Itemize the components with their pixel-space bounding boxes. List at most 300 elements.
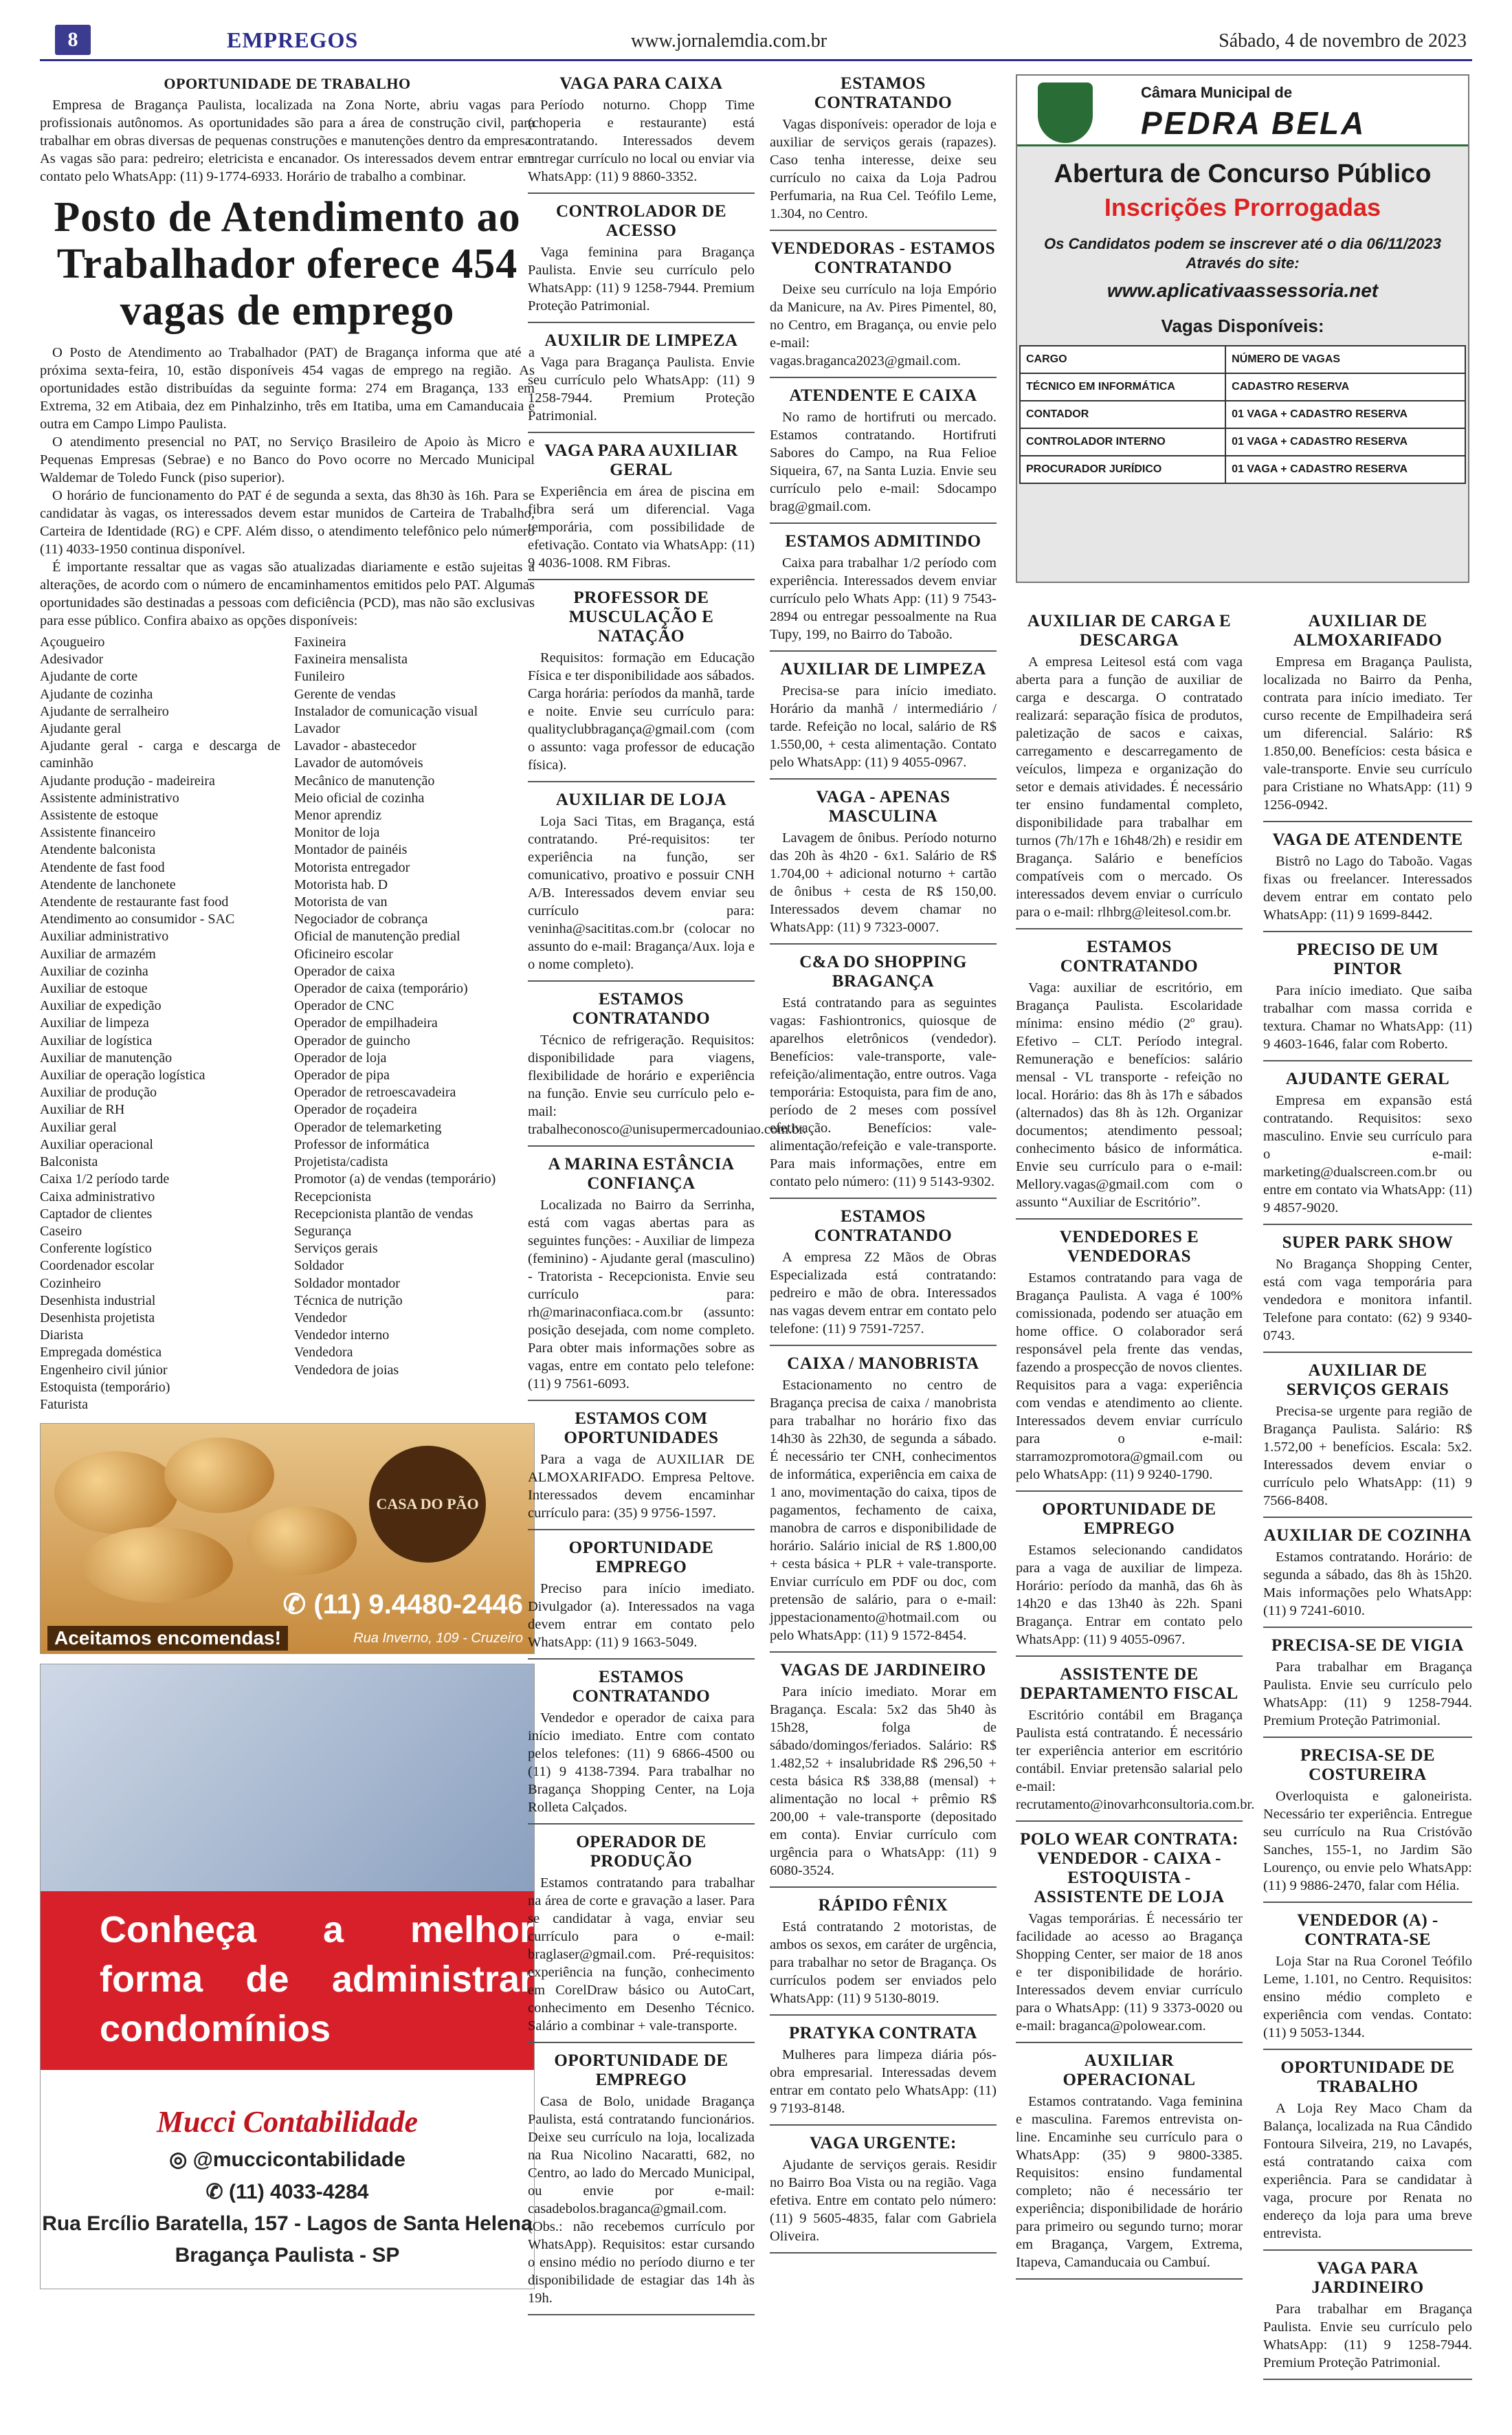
job-list-item: Instalador de comunicação visual [294,703,478,719]
bakery-ad[interactable] [40,1423,535,1654]
bakery-phone [283,1589,523,1620]
ad-title: VENDEDORAS - ESTAMOS CONTRATANDO [770,239,996,277]
classified-ad [770,532,997,652]
classified-ad [528,74,755,194]
job-list-item: Auxiliar de estoque [40,981,148,997]
job-list-item: Conferente logístico [40,1241,152,1257]
mucci-city: Bragança Paulista - SP [175,2244,400,2267]
pedra-header-big: PEDRA BELA [1141,105,1366,141]
table-row [1020,373,1465,401]
divider [770,943,997,945]
mucci-social-handle: @muccicontabilidade [192,2148,405,2172]
bread-image [247,1506,357,1575]
job-list-item: Auxiliar administrativo [40,929,169,945]
column-4 [1016,74,1469,583]
ad-title: C&A DO SHOPPING BRAGANÇA [799,953,967,991]
job-list-item: Oficineiro escolar [294,946,393,962]
classified-ad [770,788,997,945]
job-list-item: Auxiliar de operação logística [40,1068,205,1083]
job-list-item: Soldador [294,1258,344,1274]
divider [528,1145,755,1147]
pedra-bela-ad[interactable] [1016,74,1469,583]
job-list-item: Operador de pipa [294,1068,390,1083]
classified-ad [528,1409,755,1530]
page-number: 8 [55,25,91,55]
ad-text: Vaga para Bragança Paulista. Envie seu currículo pelo WhatsApp: (11) 9 1258-7944. Premium Proteção Patrimonial. [528,355,755,423]
job-list-item: Operador de guincho [294,1033,410,1048]
ad-text: Estamos contratando para trabalhar na área de corte e gravação a laser. Para se candidatar à vaga, enviar seu currículo para o e-mail: braglaser@gmail.com. Pré-requisitos: experiência na função, conhecimento em CorelDraw básico ou AutoCart, conhecimento em Desenho Técnico. Salário a combinar + vale-transporte. [528,1875,755,2034]
job-list-item: Menor aprendiz [294,808,382,824]
job-list-item: Engenheiro civil júnior [40,1362,168,1378]
job-list-item: Auxiliar operacional [40,1136,153,1152]
divider [528,322,755,323]
table-cell: CONTADOR [1020,401,1225,428]
job-list-item: Auxiliar de logística [40,1033,153,1048]
ad-title: AUXILIAR DE ALMOXARIFADO [1293,612,1443,650]
ad-title: CAIXA / MANOBRISTA [787,1354,979,1373]
job-list-item: Ajudante geral [40,721,122,737]
ad-text: Para início imediato. Que saiba trabalhar com massa corrida e textura. Chamar no WhatsApp: (11) 9 4603-1646, falar com Roberto. [1263,983,1472,1052]
column-1 [40,74,535,2289]
job-list-item: Operador de retroescavadeira [294,1085,456,1101]
table-cell: 01 VAGA + CADASTRO RESERVA [1225,428,1465,456]
ad-text: Vagas temporárias. É necessário ter facilidade ao acesso ao Bragança Shopping Center, ser maior de 18 anos e ter disponibilidade de horário. Interessados devem enviar currículo para o WhatsApp: (11) 9 3373-0020 ou e-mail: braganca@polowear.com. [1016,1911,1243,2034]
mucci-name: Mucci Contabilidade [156,2105,419,2139]
job-list-item: Gerente de vendas [294,686,396,702]
classified-ad [1263,1526,1472,1628]
ad-title: PRATYKA CONTRATA [789,2024,977,2042]
classified-ad [1016,612,1243,929]
job-list-item: Funileiro [294,669,345,685]
ad-text: Para início imediato. Morar em Bragança. Escala: 5x2 das 5h40 às 15h28, folga de sábado/domingos/feriados. Salário: R$ 1.482,52 + insalubridade R$ 296,50 + cesta básica R$ 338,88 (mensal) + alimentação no local + prêmio R$ 200,00 + vale-transporte (depositado em conta). Enviar currículo com urgência para o WhatsApp: (11) 9 6080-3524. [770,1684,997,1878]
divider [1263,1902,1472,1903]
article-paragraph: É importante ressaltar que as vagas são atualizadas diariamente e estão sujeitas a alterações, de acordo com o número de encaminhamentos emitidos pelo PAT. Algumas oportunidades são destinadas a pessoas com deficiência (PCD), mas não são exclusivas para esse público. Confira abaixo as opções disponíveis: [40,560,535,628]
ad-text: Ajudante de serviços gerais. Residir no Bairro Boa Vista ou na região. Vaga efetiva. Entre em contato pelo número: (11) 9 5605-4835, falar com Gabriela Oliveira. [770,2157,997,2244]
pedra-url[interactable]: www.aplicativaassessoria.net [1107,280,1379,301]
classified-ad [528,1155,755,1401]
divider [528,781,755,782]
column-3 [770,74,997,2262]
job-list-item: Meio oficial de cozinha [294,790,425,806]
ad-text: A Loja Rey Maco Cham da Balança, localizada na Rua Cândido Fontoura Silveira, 219, no Lavapés, está contratando caixa com experiência. Para se candidatar à vaga, procure por Renata no endereço da loja para uma breve entrevista. [1263,2101,1472,2241]
job-list-item: Caixa 1/2 período tarde [40,1171,170,1187]
job-list-item: Auxiliar de armazém [40,946,156,962]
table-cell: 01 VAGA + CADASTRO RESERVA [1225,401,1465,428]
job-list-item: Desenhista industrial [40,1292,156,1308]
classified-ad [528,791,755,982]
job-list-item: Segurança [294,1223,352,1239]
mucci-phone-number: (11) 4033-4284 [228,2181,369,2204]
divider [1263,1627,1472,1628]
ad-title: ATENDENTE E CAIXA [789,386,977,405]
classified-ad [1263,1233,1472,1353]
classified-ad [1016,1500,1243,1657]
job-list-item: Vendedora de joias [294,1362,399,1378]
column-4-ads [1016,612,1255,2288]
bakery-logo: CASA DO PÃO [369,1446,486,1563]
article-paragraph: O atendimento presencial no PAT, no Serviço Brasileiro de Apoio às Micro e Pequenas Empresas (Sebrae) e no Banco do Povo ocorre no Mercado Municipal Waldemar de Toledo Funck (piso superior). [40,434,535,485]
job-list-item: Operador de caixa [294,963,395,979]
divider [528,1529,755,1530]
job-list-item: Atendente de restaurante fast food [40,894,229,910]
job-list-item: Faxineira mensalista [294,652,408,668]
article-paragraph: O Posto de Atendimento ao Trabalhador (PAT) de Bragança informa que até a próxima sexta-feira, 10, estão disponíveis 454 vagas de emprego na região. As oportunidades estão distribuídas da seguinte forma: 274 em Bragança, 133 em Extrema, 32 em Atibaia, dez em Pinhalzinho, três em Itatiba, uma em Camanducaia e outra em Campo Limpo Paulista. [40,345,535,432]
ad-text: Localizada no Bairro da Serrinha, está com vagas abertas para as seguintes funções: - Auxiliar de limpeza (feminino) - Ajudante geral (masculino) - Tratorista - Recepcionista. Envie seu currículo para: rh@marinaconfiaca.com.br (assunto: posição desejada, com nome completo. Para obter mais informações sobre as vagas, entre em contato pelo telefone: (11) 9 7561-6093. [528,1198,755,1391]
article-paragraph: O horário de funcionamento do PAT é de segunda a sexta, das 8h30 às 16h. Para se candidatar às vagas, os interessados devem estar munidos de Carteira de Trabalho, Carteira de Identidade (RG) e CPF. Além disso, o atendimento telefônico pelo número (11) 4033-1950 continua disponível. [40,488,535,557]
bakery-slogan: Aceitamos encomendas! [47,1626,288,1651]
job-list-item: Auxiliar de produção [40,1085,157,1101]
classified-ad [1263,830,1472,932]
classified-ad [1263,1070,1472,1225]
mucci-brand [41,2077,534,2267]
table-cell: CONTROLADOR INTERNO [1020,428,1225,456]
ad-text: Estacionamento no centro de Bragança precisa de caixa / manobrista para trabalhar no horário fixo das 14h30 às 22h30, de segunda a sábado. É necessário ter CNH, conhecimentos de informática, experiência em caixa de 1 ano, movimentação do caixa, tipos de pagamentos, fechamento de caixa, manobra de carros e disponibilidade de horário. Salário inicial de R$ 1.800,00 + cesta básica + PLR + vale-transporte. Enviar currículo em PDF ou doc, com pretensão de salário, para o e-mail: jppestacionamento@hotmail.com ou pelo WhatsApp: (11) 9 1572-8454. [770,1378,997,1643]
classified-ad [1263,1746,1472,1903]
job-list-item: Açougueiro [40,635,105,650]
pedra-header [1017,76,1468,146]
ad-title: OPORTUNIDADE DE EMPREGO [554,2051,729,2089]
table-cell: PROCURADOR JURÍDICO [1020,456,1225,483]
job-list-item: Operador de loja [294,1050,387,1066]
ad-text: Empresa em expansão está contratando. Requisitos: sexo masculino. Envie seu currículo para o e-mail: marketing@dualscreen.com.br ou entre em contato via WhatsApp: (11) 9 4857-9020. [1263,1093,1472,1215]
ad-text: Mulheres para limpeza diária pós-obra empresarial. Interessadas devem entrar em contato pelo WhatsApp: (11) 9 7193-8148. [770,2047,997,2116]
job-list-item: Técnica de nutrição [294,1292,403,1308]
classified-ad [770,74,997,231]
classified-ad [528,588,755,782]
divider [770,1198,997,1199]
ad-text: Está contratando 2 motoristas, de ambos os sexos, em caráter de urgência, para trabalhar no setor de Bragança. Os currículos podem ser enviados pelo WhatsApp: (11) 9 5130-8019. [770,1919,997,2006]
divider [528,1823,755,1825]
ad-text: Deixe seu currículo na loja Empório da Manicure, na Av. Pires Pimentel, 80, no Centro, em Bragança, ou envie pelo e-mail: vagas.braganca2023@gmail.com. [770,282,997,368]
ad-text: Vaga: auxiliar de escritório, em Bragança Paulista. Escolaridade mínima: ensino médio (2º grau). Efetivo – CLT. Período integral. Remuneração e benefícios: salário mensal - VL transporte - refeição no local. Horário: das 8h às 17h e sábados (alternados) das 8h às 12h. Organizar documentos; atendimento pessoal; conhecimento básico de informática. Envie seu currículo para o e-mail: Mellory.vagas@gmail.com com o assunto “Auxiliar de Escritório”. [1016,980,1243,1210]
job-list-item: Ajudante de corte [40,669,138,685]
ad-title: ESTAMOS COM OPORTUNIDADES [564,1409,719,1447]
divider [1016,1820,1243,1822]
divider [1263,2379,1472,2380]
table-row [1020,401,1465,428]
divider [770,2252,997,2254]
job-list-right [294,634,535,1413]
ad-title: ESTAMOS ADMITINDO [785,532,981,551]
divider [1263,2249,1472,2251]
divider [770,650,997,652]
job-list-item: Atendente de fast food [40,859,165,875]
job-list-item: Motorista hab. D [294,877,388,892]
job-list-item: Oficial de manutenção predial [294,929,460,945]
ad-text: Empresa de Bragança Paulista, localizada na Zona Norte, abriu vagas para profissionais autônomos. As oportunidades são para a área de construção civil, para trabalhar em obras diversas de pequenas construções e manutenções dentro da empresa. As vagas são para: pedreiro; eletricista e encanador. Os interessados devem entrar em contato pelo WhatsApp: (11) 9-1774-6933. Horário de trabalho a combinar. [40,98,535,184]
job-list-item: Recepcionista plantão de vendas [294,1206,474,1222]
ad-title: VAGA URGENTE: [810,2134,957,2152]
divider [1016,2042,1243,2043]
ad-title: ESTAMOS CONTRATANDO [572,990,711,1028]
ad-text: Empresa em Bragança Paulista, localizada no Bairro da Penha, contrata para início imediato. Ter curso recente de Empilhadeira será um diferencial. Salário: R$ 1.850,00. Benefícios: cesta básica e vale-transporte. Envie seu currículo para Cristiane no WhatsApp: (11) 9 1256-0942. [1263,654,1472,813]
ad-title: ASSISTENTE DE DEPARTAMENTO FISCAL [1020,1665,1238,1703]
job-list-item: Operador de caixa (temporário) [294,981,468,997]
table-cell: TÉCNICO EM INFORMÁTICA [1020,373,1225,401]
classified-ad [528,202,755,323]
divider [1263,1224,1472,1225]
instagram-icon: ◎ [169,2148,193,2172]
vacancy-table [1019,345,1466,484]
divider [770,522,997,524]
ad-title: AUXILIAR DE COZINHA [1263,1526,1472,1545]
classified-ad [1016,938,1243,1220]
ad-title: POLO WEAR CONTRATA: VENDEDOR - CAIXA - ESTOQUISTA - ASSISTENTE DE LOJA [1020,1830,1238,1906]
classified-ad [1263,1361,1472,1518]
site-url[interactable]: www.jornalemdia.com.br [631,30,827,52]
whatsapp-icon: ✆ [205,2181,229,2204]
divider [528,192,755,194]
job-list-item: Monitor de loja [294,825,380,841]
job-list-item: Empregada doméstica [40,1345,162,1360]
job-list-item: Recepcionista [294,1189,372,1204]
ad-text: Preciso para início imediato. Divulgador (a). Interessados na vaga devem entrar em contato pelo WhatsApp: (11) 9 1663-5049. [528,1581,755,1650]
divider [770,778,997,780]
divider [528,432,755,433]
classified-ad [1263,1636,1472,1738]
ad-title: CONTROLADOR DE ACESSO [556,202,726,240]
classified-ad [770,2134,997,2254]
pedra-note: Os Candidatos podem se inscrever até o dia 06/11/2023 Através do site: [1044,235,1441,272]
job-list-item: Lavador - abastecedor [294,738,416,754]
job-list-item: Auxiliar de RH [40,1102,125,1118]
job-list-item: Caseiro [40,1223,82,1239]
ad-title: OPORTUNIDADE EMPREGO [568,1539,714,1576]
job-list [40,634,535,1413]
ad-title: ESTAMOS CONTRATANDO [1060,938,1199,976]
job-list-item: Atendente de lanchonete [40,877,176,892]
ad-text: Loja Saci Titas, em Bragança, está contratando. Pré-requisitos: ter experiência na função, ser comunicativo, proativo e possuir CNH A/B. Interessados devem enviar seu currículo para: veninha@sacititas.com.br (colocar no assunto do e-mail: Bragança/Aux. loja e o nome completo). [528,814,755,972]
ad-title: RÁPIDO FÊNIX [818,1896,948,1915]
ad-text: Estamos contratando. Vaga feminina e masculina. Faremos entrevista on-line. Encaminhe seu currículo para o WhatsApp: (35) 9 9800-3385. Requisitos: ensino fundamental completo; não é necessário ter experiência; disponibilidade de horário para primeiro ou segundo turno; morar em Bragança, Vargem, Extrema, Itapeva, Camanducaia ou Cambuí. [1016,2094,1243,2270]
mucci-slogan: Conheça a melhor forma de administrar condomínios [41,1891,534,2070]
ad-text: Vendedor e operador de caixa para início imediato. Entre com contato pelos telefones: (11) 9 6866-4500 ou (11) 9 4138-7394. Para trabalhar no Bragança Shopping Center, na Loja Rolleta Calçados. [528,1710,755,1815]
job-list-item: Adesivador [40,652,104,668]
bread-image [82,1527,233,1602]
mucci-phone [41,2180,534,2204]
classified-ad [1263,940,1472,1061]
classified-ad [1016,1665,1255,1822]
ad-text: Casa de Bolo, unidade Bragança Paulista, está contratando funcionários. Deixe seu currículo na loja, localizada na Rua Nicolino Nacaratti, 682, no Centro, ao lado do Mercado Municipal, ou envie por e-mail: casadebolos.braganca@gmail.com. (Obs.: não recebemos currículo por WhatsApp). Requisitos: estar cursando o ensino médio no período diurno e ter disponibilidade de estagiar das 14h às 19h. [528,2094,755,2306]
job-list-item: Soldador montador [294,1275,400,1291]
job-list-item: Faturista [40,1396,88,1412]
table-cell: CADASTRO RESERVA [1225,373,1465,401]
ad-text: Técnico de refrigeração. Requisitos: disponibilidade para viagens, flexibilidade de horário e experiência na função. Envie seu currículo pelo e-mail: trabalheconosco@unisupermercadouniao.com.br. [528,1033,807,1137]
classified-ad [1263,2259,1472,2380]
pedra-header-small: Câmara Municipal de [1141,84,1293,101]
ad-title: SUPER PARK SHOW [1282,1233,1454,1252]
classified-ad [528,990,807,1147]
ad-title: VENDEDOR (A) - CONTRATA-SE [1297,1911,1438,1949]
ad-title: AUXILIR DE LIMPEZA [544,331,738,350]
classified-ad [770,1661,997,1888]
divider [528,2314,755,2315]
divider [528,1400,755,1401]
ad-text: Caixa para trabalhar 1/2 período com experiência. Interessados devem enviar currículo pelo Whats App: (11) 9 7543-2894 ou entregar pessoalmente na Rua Tupy, 199, no Bairro do Taboão. [770,555,997,642]
pedra-abertura: Abertura de Concurso Público [1054,159,1432,188]
job-list-item: Vendedor [294,1310,347,1325]
bakery-phone-number: (11) 9.4480-2446 [313,1589,523,1620]
ad-title: OPORTUNIDADE DE TRABALHO [1280,2058,1455,2096]
classified-ad [528,2051,755,2315]
ad-title: OPORTUNIDADE DE EMPREGO [1042,1500,1216,1538]
classified-ad [528,441,755,580]
divider [528,579,755,580]
job-list-item: Professor de informática [294,1136,430,1152]
ad-title: VAGA PARA JARDINEIRO [1311,2259,1424,2297]
divider [528,2042,755,2043]
job-list-item: Ajudante de cozinha [40,686,153,702]
ad-title: ESTAMOS CONTRATANDO [814,74,953,112]
job-list-item: Coordenador escolar [40,1258,155,1274]
ad-title: VENDEDORES E VENDEDORAS [1059,1228,1199,1266]
job-list-item: Vendedor interno [294,1327,390,1343]
bakery-address: Rua Inverno, 109 - Cruzeiro [353,1631,523,1646]
city-photo [41,1664,534,1891]
job-list-item: Ajudante geral - carga e descarga de caminhão [40,738,280,771]
table-row [1020,428,1465,456]
ad-text: Loja Star na Rua Coronel Teófilo Leme, 1.101, no Centro. Requisitos: ensino médio completo e experiência com vendas. Contato: (11) 9 5053-1344. [1263,1954,1472,2040]
section-title: EMPREGOS [227,27,359,52]
job-list-item: Assistente financeiro [40,825,156,841]
divider [1263,821,1472,822]
job-list-item: Lavador de automóveis [294,756,423,771]
ad-text: Estamos contratando para vaga de Bragança Paulista. A vaga é 100% comissionada, podendo ser atuação em home office. O colaborador será responsável pela frente das vendas, fazendo a prospecção de novos clientes. Requisitos para a vaga: experiência com vendas e atendimento ao cliente. Interessados devem enviar currículo para o e-mail: starramozpromotora@gmail.com ou pelo WhatsApp: (11) 9 9240-1790. [1016,1270,1243,1482]
ad-text: Bistrô no Lago do Taboão. Vagas fixas ou freelancer. Interessados devem entrar em contato pelo WhatsApp: (11) 9 1699-8442. [1263,854,1472,923]
ad-title: PRECISO DE UM PINTOR [1296,940,1439,978]
job-list-item: Assistente administrativo [40,790,179,806]
ad-title: OPERADOR DE PRODUÇÃO [576,1833,707,1871]
ad-title: A MARINA ESTÂNCIA CONFIANÇA [548,1155,735,1193]
divider [1263,1517,1472,1518]
job-list-item: Motorista entregador [294,859,410,875]
classified-ad [770,953,997,1199]
ad-title: VAGA PARA AUXILIAR GERAL [544,441,738,479]
ad-title: PRECISA-SE DE VIGIA [1271,1636,1464,1655]
job-list-item: Auxiliar de limpeza [40,1015,149,1031]
divider [770,230,997,231]
job-list-item: Ajudante de serralheiro [40,703,169,719]
ad-title: VAGA - APENAS MASCULINA [816,788,950,826]
divider [1263,1352,1472,1353]
divider [770,2124,997,2126]
job-list-item: Auxiliar de manutenção [40,1050,173,1066]
job-list-item: Motorista de van [294,894,388,910]
divider [770,1345,997,1346]
divider [1263,1737,1472,1738]
job-list-item: Projetista/cadista [294,1154,388,1170]
job-list-item: Desenhista projetista [40,1310,155,1325]
ad-title: AJUDANTE GERAL [1285,1070,1450,1088]
divider [770,2014,997,2016]
job-list-item: Lavador [294,721,340,737]
main-headline: Posto de Atendimento ao Trabalhador oferece 454 vagas de emprego [54,194,521,334]
job-list-item: Promotor (a) de vendas (temporário) [294,1171,496,1187]
job-list-item: Estoquista (temporário) [40,1379,170,1395]
divider [1263,1060,1472,1061]
job-list-item: Ajudante produção - madeireira [40,773,215,789]
job-list-item: Atendente balconista [40,842,156,858]
job-list-item: Auxiliar geral [40,1119,117,1135]
ad-text: Período noturno. Chopp Time (choperia e restaurante) está contratando. Interessados devem entregar currículo no local ou enviar via WhatsApp: (11) 9 8860-3352. [528,98,755,184]
column-5 [1263,612,1472,2388]
ad-text: Está contratando para as seguintes vagas: Fashiontronics, quiosque de aparelhos eletrônicos (vendedor). Benefícios: vale-transporte, vale-refeição/alimentação, entre outros. Vaga temporária: Estoquista, para fim de ano, período de 2 meses com possível efetivação. Benefícios: vale-alimentação/refeição e vale-transporte. Para mais informações, entre em contato pelo número: (11) 9 5143-9302. [770,995,997,1189]
job-list-item: Diarista [40,1327,84,1343]
classified-ad [770,1354,997,1653]
bread-image [164,1437,274,1513]
ad-text: Estamos selecionando candidatos para a vaga de auxiliar de limpeza. Horário: período da manhã, das 6h às 14h20 e das 13h40 às 22h. Spani Bragança. Entrar em contato pelo WhatsApp: (11) 9 4055-0967. [1016,1543,1243,1647]
bread-image [54,1451,178,1534]
ad-text: Vaga feminina para Bragança Paulista. Envie seu currículo pelo WhatsApp: (11) 9 1258-7944. Premium Proteção Patrimonial. [528,245,755,313]
ad-text: Para trabalhar em Bragança Paulista. Envie seu currículo pelo WhatsApp: (11) 9 1258-7944. Premium Proteção Patrimonial. [1263,1660,1472,1728]
ad-text: Para trabalhar em Bragança Paulista. Envie seu currículo pelo WhatsApp: (11) 9 1258-7944. Premium Proteção Patrimonial. [1263,2302,1472,2370]
mucci-address: Rua Ercílio Baratella, 157 - Lagos de Santa Helena [42,2212,533,2236]
ad-text: Vagas disponíveis: operador de loja e auxiliar de serviços gerais (rapazes). Caso tenha interesse, deixe seu currículo no caixa da Loja Padrou Perfumaria, na Rua Cel. Teófilo Leme, 1.304, no Centro. [770,117,997,221]
ad-title: VAGA PARA CAIXA [559,74,723,93]
ad-text: Overloquista e galoneirista. Necessário ter experiência. Entregue seu currículo na Rua Cristóvão Sanches, 155-1, no Jardim São Lourenço, ou envie pelo WhatsApp: (11) 9 9886-2470, falar com Hélia. [1263,1789,1472,1893]
whatsapp-icon: ✆ [282,1589,314,1620]
job-list-item: Faxineira [294,635,346,650]
ad-title: PRECISA-SE DE COSTUREIRA [1300,1746,1436,1784]
job-list-item: Auxiliar de expedição [40,998,162,1014]
job-list-item: Mecânico de manutenção [294,773,435,789]
ad-text: A empresa Z2 Mãos de Obras Especializada está contratando: pedreiro e mão de obra. Interessados nas vagas devem entrar em contato pelo telefone: (11) 9 7591-7257. [770,1250,997,1336]
classified-ad [770,2024,997,2126]
classified-ad [1263,612,1472,822]
ad-text: Escritório contábil em Bragança Paulista está contratando. É necessário ter experiência anterior em escritório contábil. Enviar pretensão salarial pelo e-mail: recrutamento@inovarhconsultoria.com.br. [1016,1708,1255,1812]
ad-title: ESTAMOS CONTRATANDO [572,1668,711,1706]
pedra-inscricoes: Inscrições Prorrogadas [1104,193,1381,221]
ad-title: PROFESSOR DE MUSCULAÇÃO E NATAÇÃO [568,588,714,646]
ad-title: AUXILIAR OPERACIONAL [1063,2051,1196,2089]
classified-ad [770,1896,997,2016]
job-list-item: Montador de painéis [294,842,408,858]
table-cell: 01 VAGA + CADASTRO RESERVA [1225,456,1465,483]
classified-ad [1016,1228,1243,1492]
ad-title: VAGAS DE JARDINEIRO [780,1661,986,1679]
mucci-ad[interactable] [40,1664,535,2289]
job-list-item: Operador de CNC [294,998,394,1014]
job-list-item: Cozinheiro [40,1275,101,1291]
classified-ad [528,331,755,433]
ad-title: AUXILIAR DE LIMPEZA [780,660,986,679]
ad-title: AUXILIAR DE SERVIÇOS GERAIS [1286,1361,1449,1399]
job-list-item: Captador de clientes [40,1206,153,1222]
divider [1016,2278,1243,2280]
divider [1016,1218,1243,1220]
job-list-item: Assistente de estoque [40,808,159,824]
ad-text: Precisa-se para início imediato. Horário da manhã / intermediário / tarde. Refeição no local, salário de R$ 1.550,00, + cesta alimentação. Contato pelo WhatsApp: (11) 9 4055-0967. [770,683,997,770]
table-header: NÚMERO DE VAGAS [1225,346,1465,373]
job-list-item: Negociador de cobrança [294,912,428,927]
divider [1016,928,1243,929]
classified-ad [770,660,997,780]
ad-text: Precisa-se urgente para região de Bragança Paulista. Salário: R$ 1.572,00 + benefícios. Escala: 5x2. Interessados devem enviar o currículo pelo WhatsApp: (11) 9 7566-8408. [1263,1404,1472,1508]
job-list-item: Vendedora [294,1345,353,1360]
classified-ad [1263,2058,1472,2251]
divider [1263,931,1472,932]
classified-ad [528,1833,755,2043]
ad-text: Estamos contratando. Horário: de segunda a sábado, das 8h às 15h20. Mais informações pelo WhatsApp: (11) 9 7241-6010. [1263,1550,1472,1618]
classified-ad [770,386,997,524]
ad-title: VAGA DE ATENDENTE [1272,830,1463,849]
job-list-item: Balconista [40,1154,98,1170]
divider [770,1651,997,1653]
ad-title: ESTAMOS CONTRATANDO [814,1207,953,1245]
divider [770,377,997,378]
ad-text: No ramo de hortifruti ou mercado. Estamos contratando. Hortifruti Sabores do Campo, na Rua Felioe Siqueira, 67, na Santa Luzia. Envie seu currículo pelo e-mail: Sdocampo brag@gmail.com. [770,410,997,514]
table-header: CARGO [1020,346,1225,373]
